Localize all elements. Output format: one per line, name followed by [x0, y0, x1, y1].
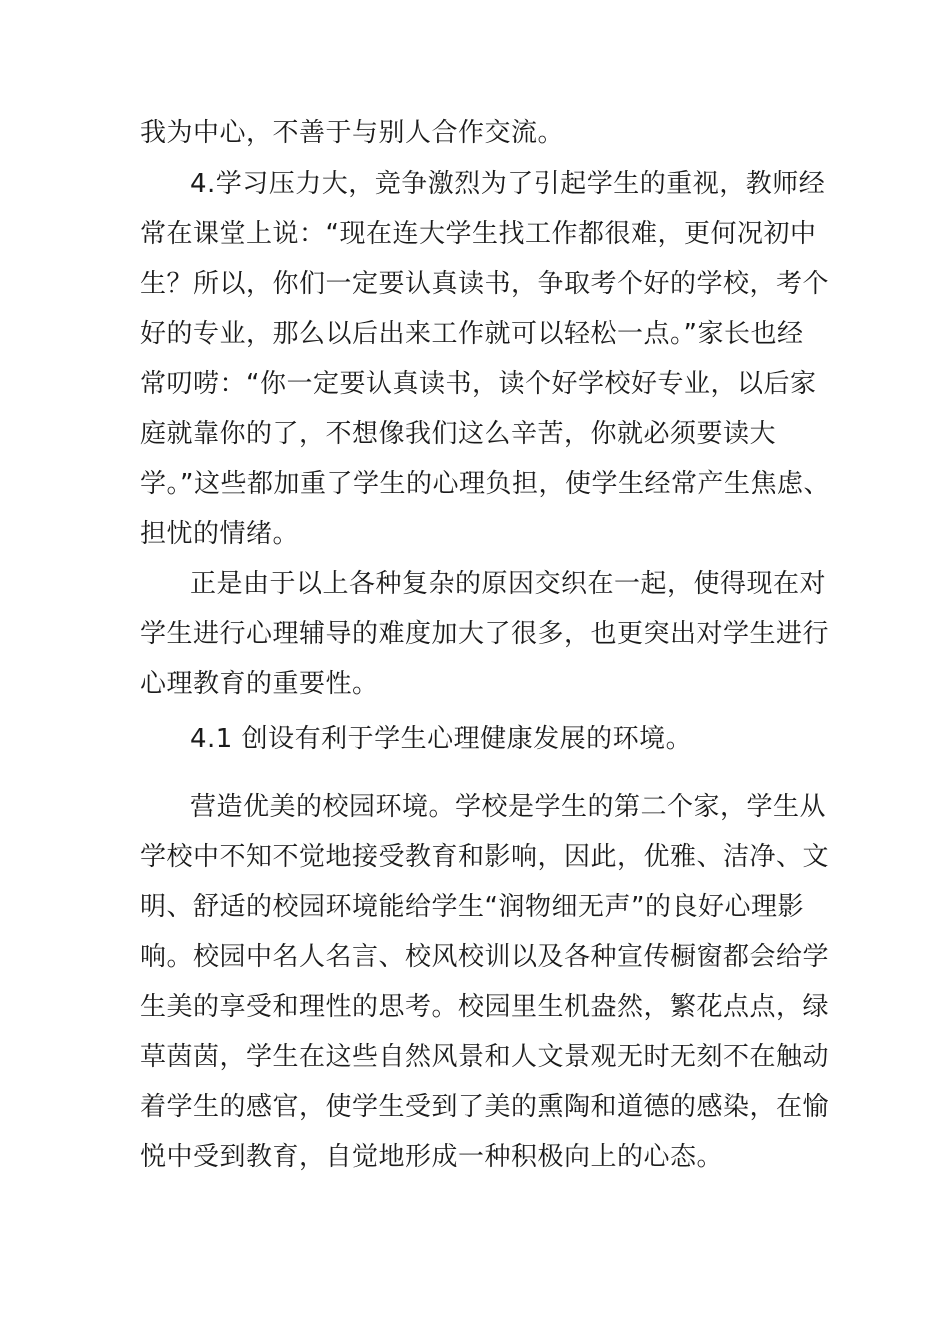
- text-line: 担忧的情绪。: [140, 519, 300, 549]
- text-line: 响。校园中名人名言、校风校训以及各种宣传橱窗都会给学: [140, 942, 830, 972]
- text-line: 生？所以，你们一定要认真读书，争取考个好的学校，考个: [140, 269, 830, 299]
- text-line: 营造优美的校园环境。学校是学生的第二个家，学生从: [190, 792, 827, 822]
- text-line: 常叨唠：“你一定要认真读书，读个好学校好专业，以后家: [140, 369, 817, 399]
- section-heading: 4.1 创设有利于学生心理健康发展的环境。: [190, 724, 693, 754]
- text-line: 生美的享受和理性的思考。校园里生机盎然，繁花点点，绿: [140, 992, 830, 1022]
- text-line: 悦中受到教育，自觉地形成一种积极向上的心态。: [140, 1142, 724, 1172]
- text-line: 学。”这些都加重了学生的心理负担，使学生经常产生焦虑、: [140, 469, 830, 499]
- text-line: 好的专业，那么以后出来工作就可以轻松一点。”家长也经: [140, 319, 804, 349]
- text-line: 正是由于以上各种复杂的原因交织在一起，使得现在对: [190, 569, 827, 599]
- text-line: 心理教育的重要性。: [140, 669, 379, 699]
- text-line: 草茵茵，学生在这些自然风景和人文景观无时无刻不在触动: [140, 1042, 830, 1072]
- text-line: 明、舒适的校园环境能给学生“润物细无声”的良好心理影: [140, 892, 804, 922]
- text-line: 4.学习压力大，竞争激烈为了引起学生的重视，教师经: [190, 169, 826, 199]
- text-line: 着学生的感官，使学生受到了美的熏陶和道德的感染，在愉: [140, 1092, 830, 1122]
- text-line: 学生进行心理辅导的难度加大了很多，也更突出对学生进行: [140, 619, 830, 649]
- text-line: 常在课堂上说：“现在连大学生找工作都很难，更何况初中: [140, 219, 817, 249]
- text-line: 我为中心，不善于与别人合作交流。: [140, 118, 565, 148]
- text-line: 学校中不知不觉地接受教育和影响，因此，优雅、洁净、文: [140, 842, 830, 872]
- text-line: 庭就靠你的了，不想像我们这么辛苦，你就必须要读大: [140, 419, 777, 449]
